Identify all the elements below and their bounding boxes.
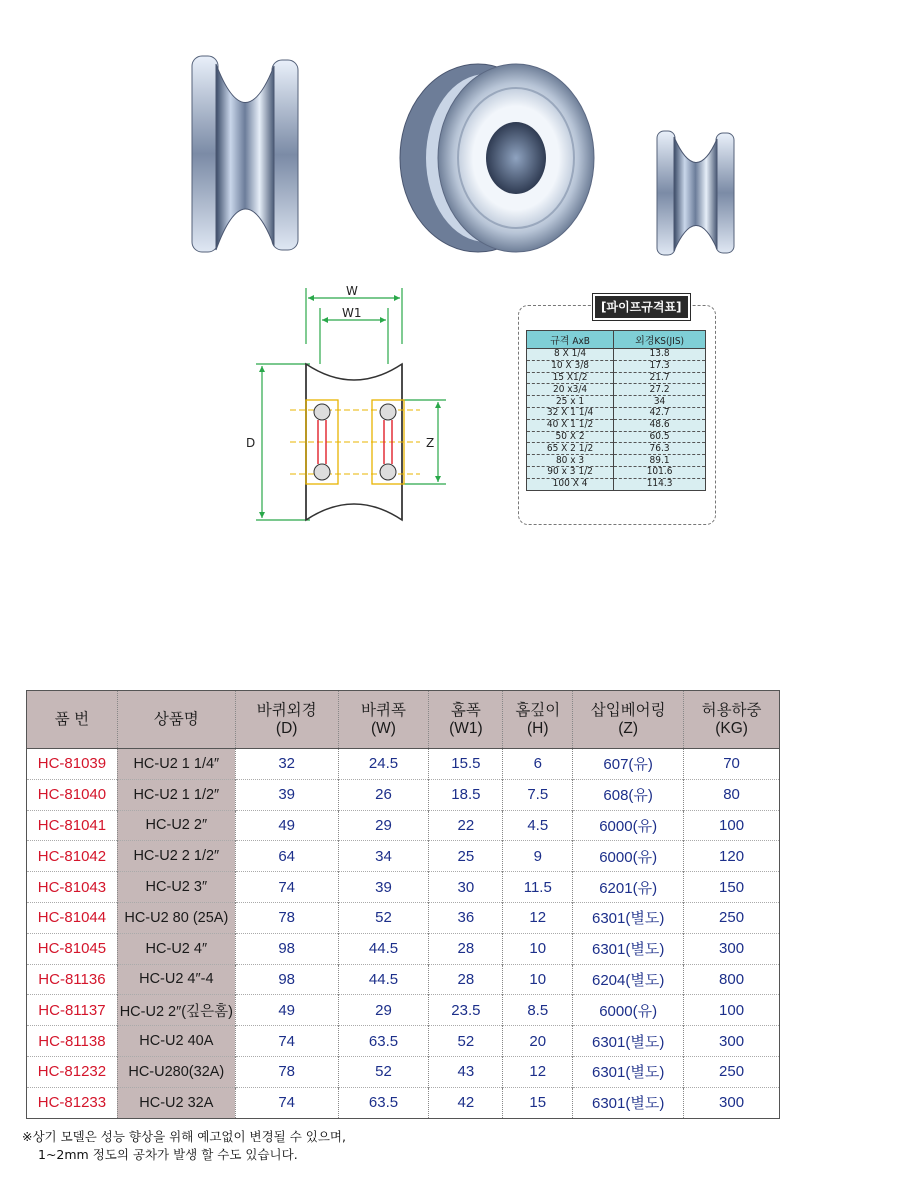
pipe-spec-row bbox=[527, 466, 706, 478]
pipe-size-cell: 20 x3/4 bbox=[527, 384, 614, 396]
pipe-spec-row bbox=[527, 455, 706, 467]
pipe-spec-row bbox=[527, 407, 706, 419]
cell-product-name: HC-U2 40A bbox=[117, 1026, 235, 1057]
header-groove-width-label: 홈폭 bbox=[450, 701, 481, 719]
cell-groove-depth: 15 bbox=[503, 1087, 573, 1118]
table-row bbox=[27, 933, 780, 964]
cell-part-no: HC-81040 bbox=[27, 779, 118, 810]
table-row bbox=[27, 872, 780, 903]
cell-wheel-width: 29 bbox=[338, 810, 429, 841]
cell-part-no: HC-81043 bbox=[27, 872, 118, 903]
cell-wheel-width: 24.5 bbox=[338, 749, 429, 780]
cell-part-no: HC-81044 bbox=[27, 902, 118, 933]
cell-part-no: HC-81137 bbox=[27, 995, 118, 1026]
note-line-1: ※상기 모델은 성능 향상을 위해 예고없이 변경될 수 있으며, bbox=[22, 1129, 346, 1144]
dimension-diagram bbox=[240, 284, 460, 534]
pipe-od-cell: 48.6 bbox=[614, 419, 706, 431]
cell-wheel-width: 26 bbox=[338, 779, 429, 810]
cell-bearing: 6000(유) bbox=[573, 995, 684, 1026]
cell-wheel-width: 52 bbox=[338, 902, 429, 933]
pipe-od-cell: 76.3 bbox=[614, 443, 706, 455]
cell-product-name: HC-U2 1 1/4″ bbox=[117, 749, 235, 780]
cell-part-no: HC-81136 bbox=[27, 964, 118, 995]
cell-wheel-od: 78 bbox=[235, 902, 338, 933]
cell-part-no: HC-81232 bbox=[27, 1056, 118, 1087]
pipe-spec-row bbox=[527, 396, 706, 408]
cell-wheel-width: 44.5 bbox=[338, 933, 429, 964]
cell-part-no: HC-81138 bbox=[27, 1026, 118, 1057]
cell-part-no: HC-81041 bbox=[27, 810, 118, 841]
wheel-photo-large-side bbox=[188, 50, 303, 260]
pipe-size-cell: 50 X 2 bbox=[527, 431, 614, 443]
cell-groove-depth: 12 bbox=[503, 902, 573, 933]
cell-groove-depth: 7.5 bbox=[503, 779, 573, 810]
cell-wheel-od: 32 bbox=[235, 749, 338, 780]
cell-bearing: 6301(별도) bbox=[573, 933, 684, 964]
table-row bbox=[27, 749, 780, 780]
pipe-size-cell: 25 x 1 bbox=[527, 396, 614, 408]
header-product-name bbox=[117, 691, 235, 749]
pipe-size-cell: 15 X1/2 bbox=[527, 372, 614, 384]
label-w: W bbox=[346, 284, 358, 298]
cell-groove-width: 28 bbox=[429, 964, 503, 995]
cell-wheel-width: 39 bbox=[338, 872, 429, 903]
cell-load: 800 bbox=[684, 964, 780, 995]
pipe-od-cell: 42.7 bbox=[614, 407, 706, 419]
cell-wheel-od: 49 bbox=[235, 810, 338, 841]
cell-bearing: 607(유) bbox=[573, 749, 684, 780]
cell-product-name: HC-U2 80 (25A) bbox=[117, 902, 235, 933]
pipe-od-cell: 60.5 bbox=[614, 431, 706, 443]
cell-groove-depth: 10 bbox=[503, 964, 573, 995]
cell-part-no: HC-81042 bbox=[27, 841, 118, 872]
label-z: Z bbox=[426, 436, 435, 450]
cell-groove-depth: 9 bbox=[503, 841, 573, 872]
pipe-spec-row bbox=[527, 431, 706, 443]
cell-load: 80 bbox=[684, 779, 780, 810]
cell-wheel-width: 63.5 bbox=[338, 1026, 429, 1057]
cell-part-no: HC-81039 bbox=[27, 749, 118, 780]
cell-bearing: 6000(유) bbox=[573, 810, 684, 841]
cell-product-name: HC-U2 2″(깊은홈) bbox=[117, 995, 235, 1026]
cell-groove-depth: 10 bbox=[503, 933, 573, 964]
cell-load: 70 bbox=[684, 749, 780, 780]
cell-bearing: 6301(별도) bbox=[573, 1056, 684, 1087]
cell-bearing: 6301(별도) bbox=[573, 1087, 684, 1118]
table-row bbox=[27, 1087, 780, 1118]
cell-product-name: HC-U2 32A bbox=[117, 1087, 235, 1118]
table-row bbox=[27, 995, 780, 1026]
pipe-spec-row bbox=[527, 349, 706, 361]
header-part-no bbox=[27, 691, 118, 749]
table-row bbox=[27, 810, 780, 841]
cell-wheel-od: 49 bbox=[235, 995, 338, 1026]
header-groove-depth-unit: (H) bbox=[527, 719, 549, 737]
pipe-od-cell: 17.3 bbox=[614, 360, 706, 372]
table-row bbox=[27, 964, 780, 995]
cell-wheel-width: 63.5 bbox=[338, 1087, 429, 1118]
cell-groove-width: 36 bbox=[429, 902, 503, 933]
table-row bbox=[27, 1026, 780, 1057]
cell-wheel-od: 64 bbox=[235, 841, 338, 872]
cell-groove-depth: 20 bbox=[503, 1026, 573, 1057]
note-line-2: 1~2mm 정도의 공차가 발생 할 수도 있습니다. bbox=[38, 1147, 298, 1162]
pipe-size-cell: 32 X 1 1/4 bbox=[527, 407, 614, 419]
cell-load: 100 bbox=[684, 810, 780, 841]
cell-groove-depth: 11.5 bbox=[503, 872, 573, 903]
cell-wheel-od: 74 bbox=[235, 1087, 338, 1118]
cell-groove-width: 43 bbox=[429, 1056, 503, 1087]
pipe-size-cell: 40 X 1 1/2 bbox=[527, 419, 614, 431]
pipe-od-cell: 27.2 bbox=[614, 384, 706, 396]
cell-groove-width: 18.5 bbox=[429, 779, 503, 810]
header-bearing-unit: (Z) bbox=[618, 719, 639, 737]
header-wheel-od-label: 바퀴외경 bbox=[256, 701, 317, 719]
cell-product-name: HC-U2 2 1/2″ bbox=[117, 841, 235, 872]
header-bearing-label: 삽입베어링 bbox=[590, 701, 666, 719]
cell-product-name: HC-U280(32A) bbox=[117, 1056, 235, 1087]
pipe-od-cell: 34 bbox=[614, 396, 706, 408]
pipe-header-size: 규격 AxB bbox=[527, 331, 614, 349]
cell-load: 300 bbox=[684, 1026, 780, 1057]
cell-groove-width: 30 bbox=[429, 872, 503, 903]
table-row bbox=[27, 1056, 780, 1087]
product-spec-table bbox=[26, 690, 780, 1119]
cell-groove-width: 22 bbox=[429, 810, 503, 841]
cell-product-name: HC-U2 4″-4 bbox=[117, 964, 235, 995]
cell-load: 100 bbox=[684, 995, 780, 1026]
label-d: D bbox=[246, 436, 256, 450]
cell-load: 300 bbox=[684, 1087, 780, 1118]
header-groove-depth-label: 홈깊이 bbox=[515, 701, 561, 719]
pipe-od-cell: 13.8 bbox=[614, 349, 706, 361]
table-row bbox=[27, 779, 780, 810]
pipe-size-cell: 100 X 4 bbox=[527, 478, 614, 490]
header-groove-depth bbox=[503, 691, 573, 749]
pipe-size-cell: 65 X 2 1/2 bbox=[527, 443, 614, 455]
pipe-spec-title: [파이프규격표] bbox=[593, 294, 690, 320]
cell-product-name: HC-U2 4″ bbox=[117, 933, 235, 964]
pipe-spec-row bbox=[527, 478, 706, 490]
cell-part-no: HC-81233 bbox=[27, 1087, 118, 1118]
pipe-spec-row bbox=[527, 360, 706, 372]
pipe-size-cell: 90 x 3 1/2 bbox=[527, 466, 614, 478]
pipe-size-cell: 80 x 3 bbox=[527, 455, 614, 467]
header-load-label: 허용하중 bbox=[701, 701, 762, 719]
table-row bbox=[27, 902, 780, 933]
header-wheel-od-unit: (D) bbox=[275, 719, 298, 737]
cell-groove-width: 52 bbox=[429, 1026, 503, 1057]
pipe-size-cell: 8 X 1/4 bbox=[527, 349, 614, 361]
cell-bearing: 6204(별도) bbox=[573, 964, 684, 995]
header-part-no-label: 품 번 bbox=[54, 710, 90, 728]
pipe-size-cell: 10 X 3/8 bbox=[527, 360, 614, 372]
wheel-photo-small-side bbox=[654, 127, 738, 259]
cell-wheel-width: 44.5 bbox=[338, 964, 429, 995]
table-row bbox=[27, 841, 780, 872]
pipe-spec-row bbox=[527, 419, 706, 431]
header-groove-width-unit: (W1) bbox=[449, 719, 483, 737]
cell-wheel-od: 74 bbox=[235, 1026, 338, 1057]
cell-load: 250 bbox=[684, 902, 780, 933]
cell-wheel-od: 98 bbox=[235, 933, 338, 964]
cell-load: 150 bbox=[684, 872, 780, 903]
header-groove-width bbox=[429, 691, 503, 749]
header-bearing bbox=[573, 691, 684, 749]
pipe-od-cell: 21.7 bbox=[614, 372, 706, 384]
cell-product-name: HC-U2 3″ bbox=[117, 872, 235, 903]
cell-wheel-od: 98 bbox=[235, 964, 338, 995]
cell-load: 250 bbox=[684, 1056, 780, 1087]
label-w1: W1 bbox=[342, 306, 362, 320]
pipe-od-cell: 89.1 bbox=[614, 455, 706, 467]
pipe-spec-table bbox=[526, 330, 706, 491]
header-wheel-width-unit: (W) bbox=[371, 719, 396, 737]
pipe-header-od: 외경KS(JIS) bbox=[614, 331, 706, 349]
cell-wheel-od: 78 bbox=[235, 1056, 338, 1087]
cell-wheel-width: 34 bbox=[338, 841, 429, 872]
header-wheel-width bbox=[338, 691, 429, 749]
cell-groove-width: 23.5 bbox=[429, 995, 503, 1026]
cell-groove-depth: 8.5 bbox=[503, 995, 573, 1026]
header-load-unit: (KG) bbox=[715, 719, 748, 737]
cell-product-name: HC-U2 1 1/2″ bbox=[117, 779, 235, 810]
cell-load: 300 bbox=[684, 933, 780, 964]
cell-groove-depth: 6 bbox=[503, 749, 573, 780]
cell-wheel-width: 52 bbox=[338, 1056, 429, 1087]
cell-load: 120 bbox=[684, 841, 780, 872]
cell-groove-width: 25 bbox=[429, 841, 503, 872]
cell-bearing: 608(유) bbox=[573, 779, 684, 810]
pipe-od-cell: 114.3 bbox=[614, 478, 706, 490]
cell-groove-width: 15.5 bbox=[429, 749, 503, 780]
cell-wheel-od: 39 bbox=[235, 779, 338, 810]
cell-groove-width: 42 bbox=[429, 1087, 503, 1118]
header-load bbox=[684, 691, 780, 749]
cell-groove-depth: 12 bbox=[503, 1056, 573, 1087]
header-product-name-label: 상품명 bbox=[153, 710, 199, 728]
cell-bearing: 6000(유) bbox=[573, 841, 684, 872]
pipe-od-cell: 101.6 bbox=[614, 466, 706, 478]
cell-part-no: HC-81045 bbox=[27, 933, 118, 964]
header-wheel-od bbox=[235, 691, 338, 749]
pipe-spec-row bbox=[527, 372, 706, 384]
cell-bearing: 6201(유) bbox=[573, 872, 684, 903]
pipe-spec-row bbox=[527, 384, 706, 396]
wheel-photo-large-front bbox=[398, 58, 598, 258]
pipe-spec-row bbox=[527, 443, 706, 455]
cell-groove-width: 28 bbox=[429, 933, 503, 964]
cell-product-name: HC-U2 2″ bbox=[117, 810, 235, 841]
cell-groove-depth: 4.5 bbox=[503, 810, 573, 841]
header-wheel-width-label: 바퀴폭 bbox=[361, 701, 406, 719]
cell-wheel-width: 29 bbox=[338, 995, 429, 1026]
cell-bearing: 6301(별도) bbox=[573, 1026, 684, 1057]
cell-bearing: 6301(별도) bbox=[573, 902, 684, 933]
cell-wheel-od: 74 bbox=[235, 872, 338, 903]
